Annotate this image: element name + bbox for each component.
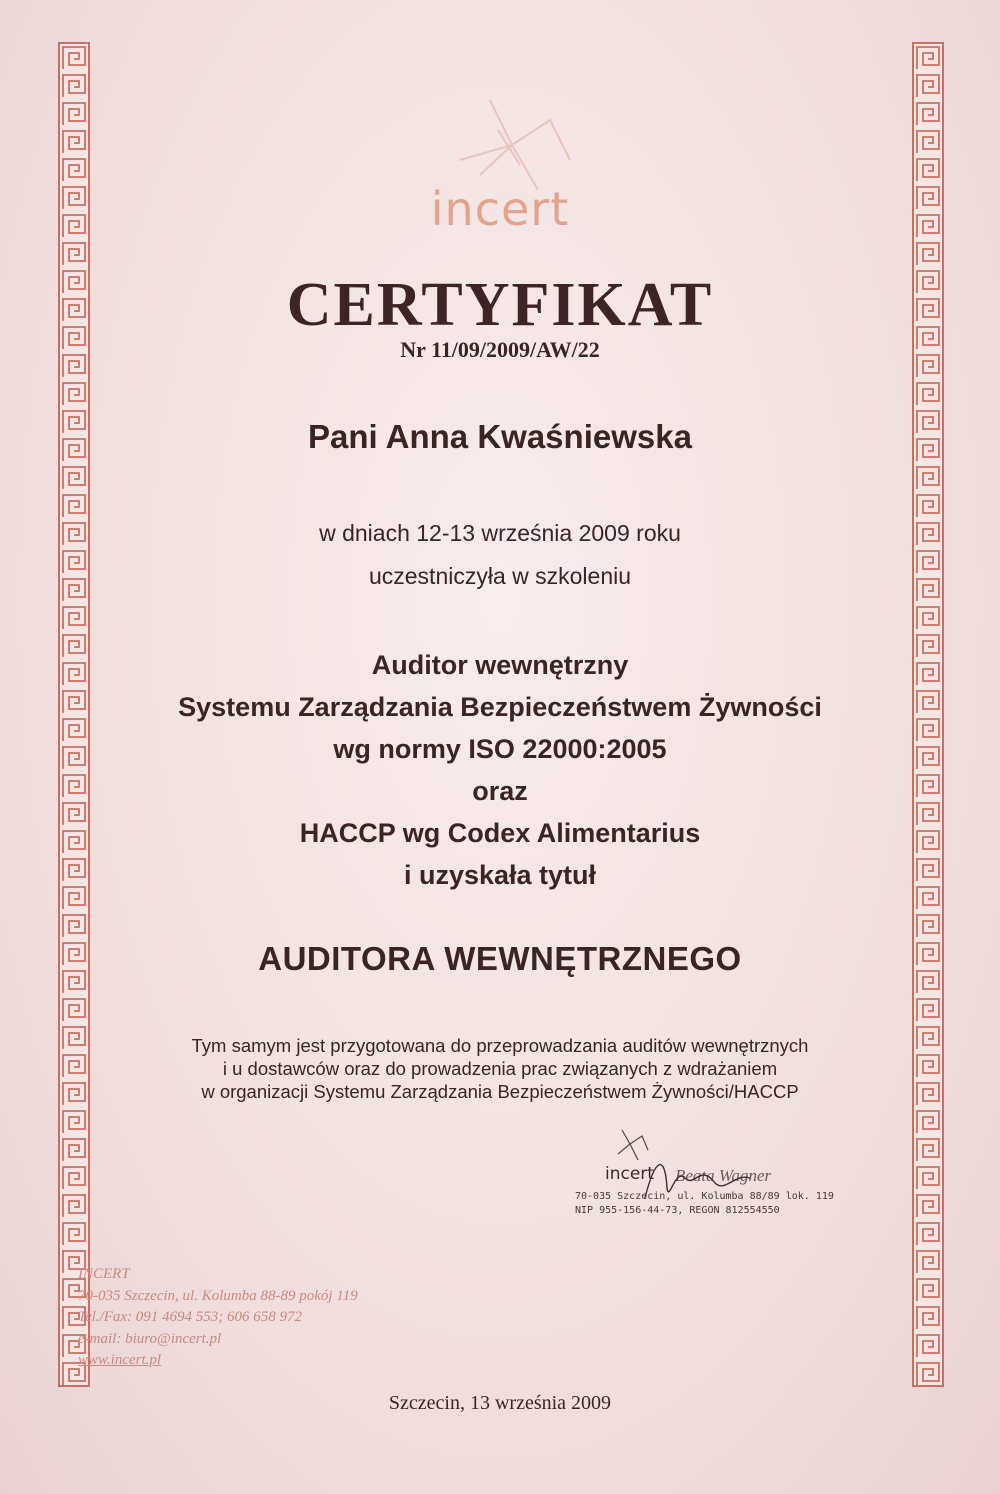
- contact-email: e-mail: biuro@incert.pl: [78, 1330, 222, 1347]
- course-line: Auditor wewnętrzny: [371, 650, 629, 680]
- contact-phone: Tel./Fax: 091 4694 553; 606 658 972: [78, 1309, 303, 1325]
- incert-logo-text: incert: [430, 182, 570, 236]
- description-line: i u dostawców oraz do prowadzenia prac związanych z wdrażaniem: [222, 1058, 778, 1079]
- course-description: [0, 644, 1000, 896]
- course-line: i uzyskała tytuł: [403, 860, 597, 890]
- description-line: Tym samym jest przygotowana do przeprowadzania auditów wewnętrznych: [191, 1035, 809, 1056]
- contact-address: 70-035 Szczecin, ul. Kolumba 88-89 pokój 119: [78, 1287, 358, 1304]
- certificate-number: Nr 11/09/2009/AW/22: [400, 337, 600, 362]
- contact-company: INCERT: [78, 1266, 130, 1282]
- course-line: Systemu Zarządzania Bezpieczeństwem Żywności: [178, 692, 822, 722]
- course-line: wg normy ISO 22000:2005: [333, 734, 667, 764]
- achieved-title: AUDITORA WEWNĘTRZNEGO: [258, 940, 742, 977]
- course-line: oraz: [472, 776, 528, 806]
- stamp-address: 70-035 Szczecin, ul. Kolumba 88/89 lok. 119: [575, 1191, 834, 1202]
- certificate-title: CERTYFIKAT: [286, 271, 714, 339]
- issue-place-date: Szczecin, 13 września 2009: [388, 1392, 612, 1414]
- description-line: w organizacji Systemu Zarządzania Bezpieczeństwem Żywności/HACCP: [201, 1081, 799, 1102]
- recipient-name: Pani Anna Kwaśniewska: [308, 418, 692, 455]
- stamp-tax-ids: NIP 955-156-44-73, REGON 812554550: [575, 1205, 780, 1216]
- company-stamp: [565, 1128, 834, 1228]
- course-line: HACCP wg Codex Alimentarius: [299, 818, 701, 848]
- signature-name: Beata Wagner: [675, 1166, 772, 1185]
- qualification-description: [0, 1034, 1000, 1103]
- participation-text: uczestniczyła w szkoleniu: [368, 563, 632, 589]
- training-dates: w dniach 12-13 września 2009 roku: [319, 520, 681, 546]
- footer-contact: [78, 1264, 358, 1372]
- stamp-company-name: incert: [605, 1164, 654, 1184]
- contact-website-link[interactable]: www.incert.pl: [78, 1352, 162, 1368]
